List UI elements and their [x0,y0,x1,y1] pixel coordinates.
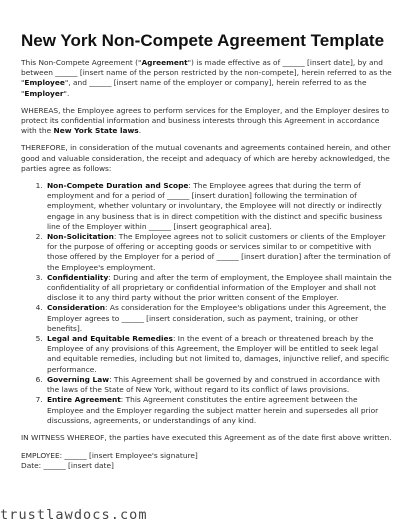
witness-paragraph: IN WITNESS WHEREOF, the parties have executed this Agreement as of the date first above written. [21,432,392,442]
clause-consideration: 4. Consideration: As consideration for the Employee's obligations under this Agreement, the Employer agrees to ______ [insert consideration, such as payment, training, or other benefits]. [45,303,393,334]
clause-non-solicitation: 2. Non-Solicitation: The Employee agrees not to solicit customers or clients of the Employer for the purpose of offering or accepting goods or services similar to or competitive with those offered by the Employer for a period of ______ [insert duration] after the termination of the Employee's employment. [45,232,393,273]
intro-paragraph: This Non-Compete Agreement ("Agreement") is made effective as of ______ [insert date], by and between ______ [insert name of the person restricted by the non-compete], herein referred to as the "Employee", and ______ [insert name of the employer or company], herein referred to as the "Employer". [21,58,392,98]
clause-governing-law: 6. Governing Law: This Agreement shall be governed by and construed in accordance with the laws of the State of New York, without regard to its conflict of laws provisions. [45,375,393,395]
employee-term: Employee [24,78,65,88]
agreement-term: Agreement [141,58,188,67]
therefore-paragraph: THEREFORE, in consideration of the mutual covenants and agreements contained herein, and other good and valuable consideration, the receipt and adequacy of which are hereby acknowledged, the parties agree as follows: [21,143,391,173]
whereas-paragraph: WHEREAS, the Employee agrees to perform services for the Employer, and the Employer desires to protect its confidential information and business interests through this Agreement in accordance with the New York State laws. [21,105,390,136]
clause-list [21,181,393,426]
clause-non-compete: 1. Non-Compete Duration and Scope: The Employee agrees that during the term of employment and for a period of ______ [insert duration] following the termination of employment, whether voluntary or involuntary, the Employee will not directly or indirectly engage in any business that is in direct competition with the distinct and specific business line of the Employer within ______ [insert geographical area]. [45,181,393,232]
clause-remedies: 5. Legal and Equitable Remedies: In the event of a breach or threatened breach by the Employee of any provisions of this Agreement, the Employer will be entitled to seek legal and equitable remedies, including but not limited to, damages, injunctive relief, and specific performance. [45,334,393,375]
watermark-footer: trustlawdocs.com [0,507,148,523]
employee-signature-line: EMPLOYEE: ______ [insert Employee's signature] [21,451,198,461]
employee-date-line: Date: ______ [insert date] [21,461,114,471]
document-page [21,0,393,472]
ny-state-laws: New York State laws [53,126,139,136]
employer-term: Employer [24,88,64,98]
document-title: New York Non-Compete Agreement Template [21,31,385,50]
clause-entire-agreement: 7. Entire Agreement: This Agreement constitutes the entire agreement between the Employee and the Employer regarding the subject matter herein and supersedes all prior discussions, agreements, or understandings of any kind. [45,395,393,426]
clause-confidentiality: 3. Confidentiality: During and after the term of employment, the Employee shall maintain the confidentiality of all proprietary or confidential information of the Employer and shall not disclose it to any third party without the prior written consent of the Employer. [45,273,393,304]
